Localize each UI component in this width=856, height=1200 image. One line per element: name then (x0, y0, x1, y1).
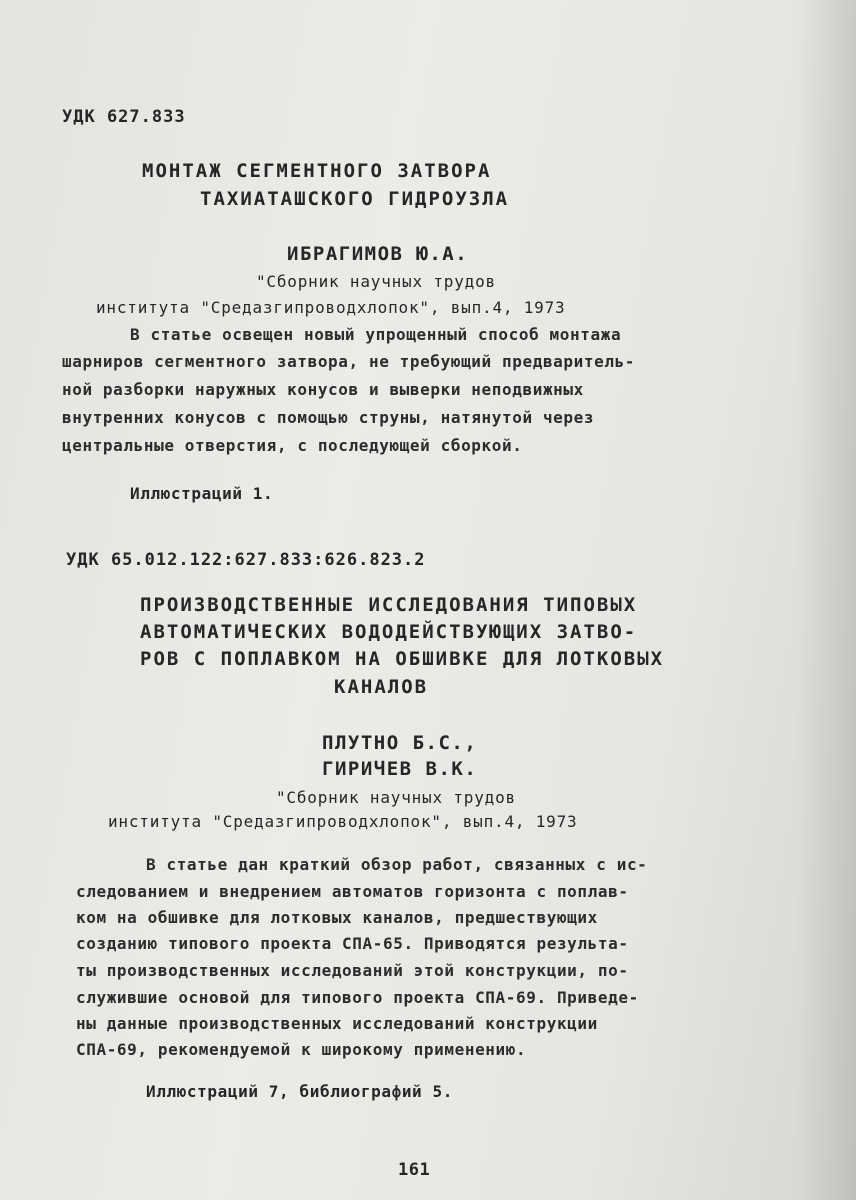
article2-abstract-line-8: СПА-69, рекомендуемой к широкому применению. (76, 1040, 527, 1059)
article2-title-line-2: АВТОМАТИЧЕСКИХ ВОДОДЕЙСТВУЮЩИХ ЗАТВО- (140, 621, 638, 643)
article2-source-line-1: "Сборник научных трудов (276, 788, 516, 807)
article2-abstract-line-5: ты производственных исследований этой конструкции, по- (76, 961, 629, 980)
article2-abstract-line-7: ны данные производственных исследований конструкции (76, 1014, 598, 1033)
article2-abstract-line-4: созданию типового проекта СПА-65. Приводятся результа- (76, 934, 629, 953)
article2-abstract-line-2: следованием и внедрением автоматов горизонта с поплав- (76, 882, 629, 901)
article2-abstract-line-3: ком на обшивке для лотковых каналов, предшествующих (76, 908, 598, 927)
article2-abstract-line-6: служившие основой для типового проекта СПА-69. Приведе- (76, 988, 639, 1007)
article1-source-line-2: института "Средазгипроводхлопок", вып.4, 1973 (96, 298, 566, 317)
article2-udk: УДК 65.012.122:627.833:626.823.2 (66, 550, 426, 570)
page-number: 161 (398, 1160, 431, 1180)
article1-abstract-line-3: ной разборки наружных конусов и выверки неподвижных (62, 380, 584, 399)
article2-title-line-1: ПРОИЗВОДСТВЕННЫЕ ИССЛЕДОВАНИЯ ТИПОВЫХ (140, 594, 638, 616)
article1-illustrations: Иллюстраций 1. (130, 484, 274, 503)
article2-source-line-2: института "Средазгипроводхлопок", вып.4, 1973 (108, 812, 578, 831)
article1-title-line-1: МОНТАЖ СЕГМЕНТНОГО ЗАТВОРА (142, 160, 492, 182)
article1-abstract-line-1: В статье освещен новый упрощенный способ монтажа (130, 325, 622, 344)
article2-abstract-line-1: В статье дан краткий обзор работ, связанных с ис- (146, 855, 648, 874)
article1-abstract-line-2: шарниров сегментного затвора, не требующий предваритель- (62, 352, 636, 371)
article2-title-line-4: КАНАЛОВ (334, 676, 429, 698)
article1-abstract-line-4: внутренних конусов с помощью струны, натянутой через (62, 408, 595, 427)
article1-author: ИБРАГИМОВ Ю.А. (287, 243, 469, 265)
article2-author-1: ПЛУТНО Б.С., (322, 732, 478, 754)
article2-illustrations: Иллюстраций 7, библиографий 5. (146, 1082, 453, 1101)
article1-source-line-1: "Сборник научных трудов (256, 272, 496, 291)
article2-author-2: ГИРИЧЕВ В.К. (322, 758, 478, 780)
article1-udk: УДК 627.833 (62, 107, 186, 127)
article2-title-line-3: РОВ С ПОПЛАВКОМ НА ОБШИВКЕ ДЛЯ ЛОТКОВЫХ (140, 648, 665, 670)
article1-title-line-2: ТАХИАТАШСКОГО ГИДРОУЗЛА (200, 188, 510, 210)
article1-abstract-line-5: центральные отверстия, с последующей сборкой. (62, 436, 523, 455)
page-edge-shadow (796, 0, 856, 1200)
